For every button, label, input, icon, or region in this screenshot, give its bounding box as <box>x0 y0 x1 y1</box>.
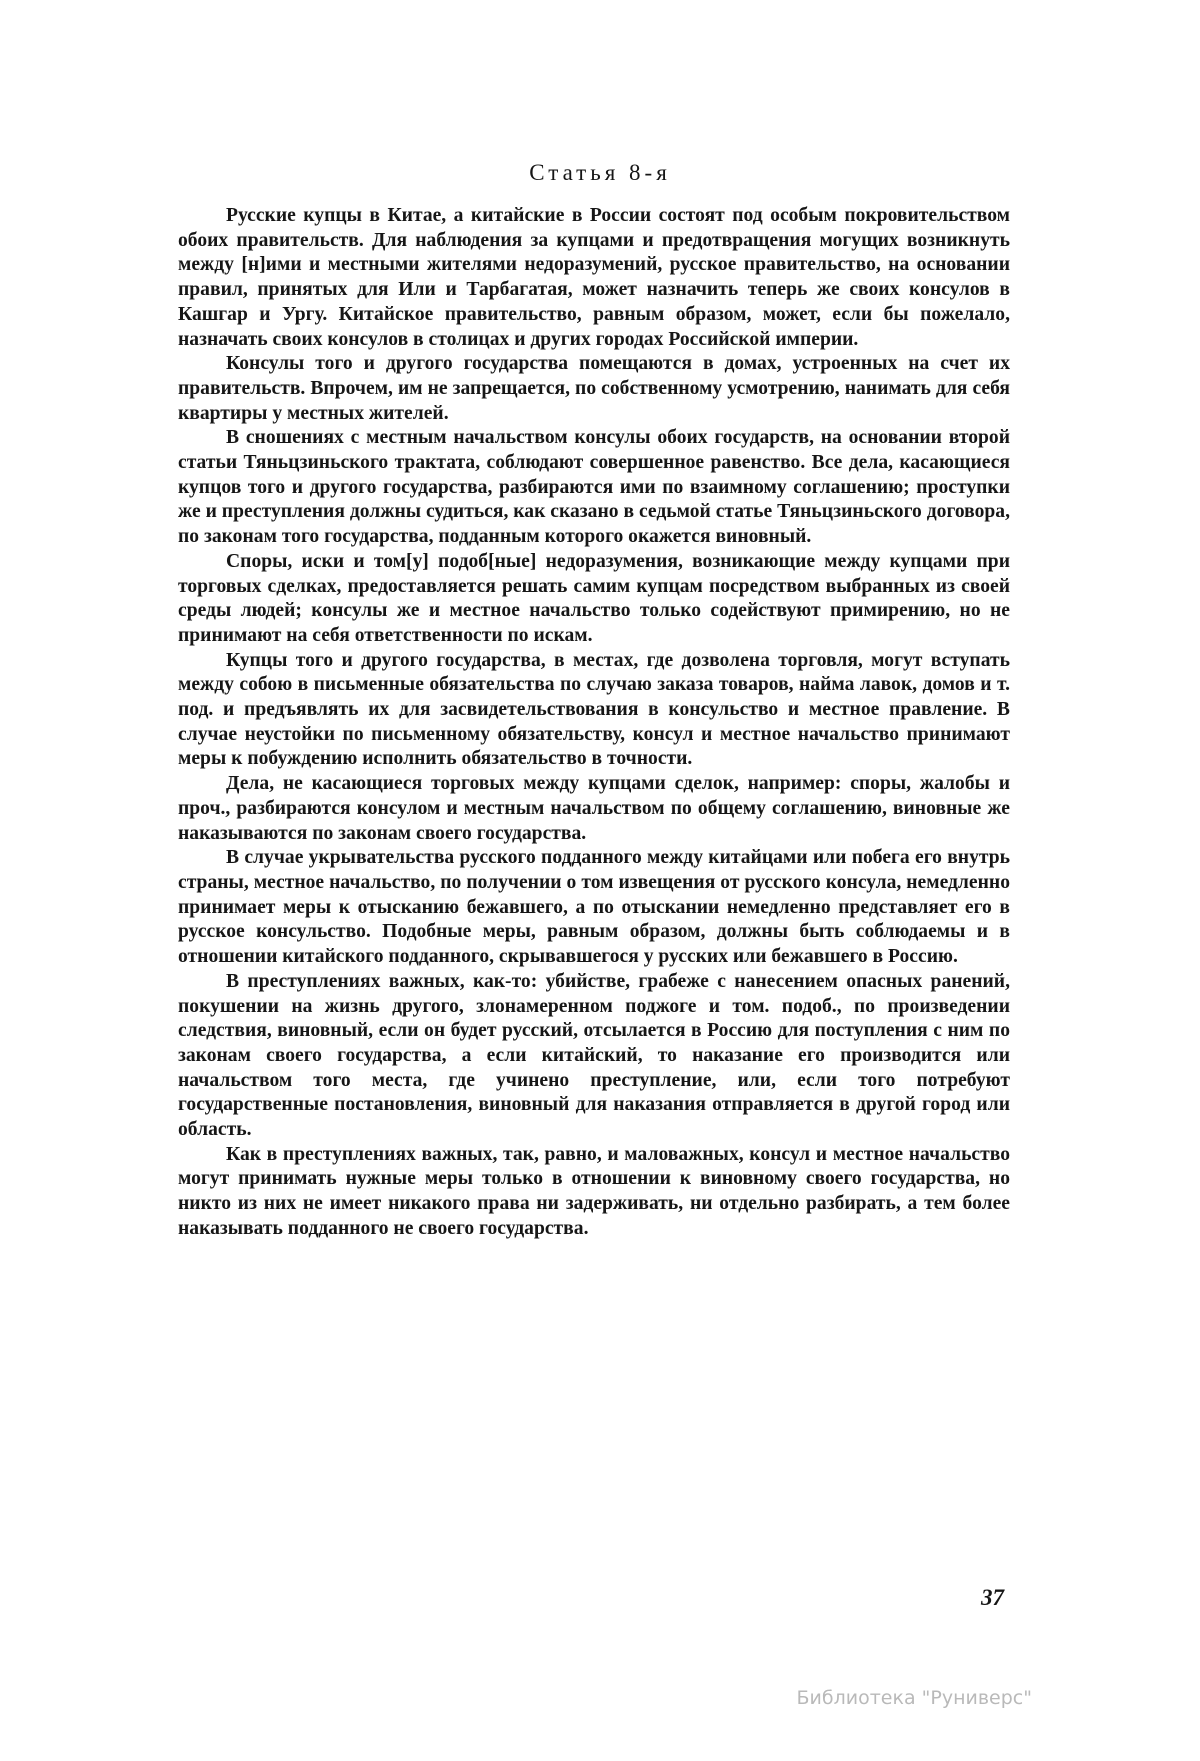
paragraph-9: Как в преступлениях важных, так, равно, и маловажных, консул и местное начальство могут принимать нужные меры только в отношении к виновному своего государства, но никто из них не имеет никакого права ни задерживать, ни отдельно разбирать, а тем более наказывать подданного не своего государства. <box>178 1143 1010 1239</box>
paragraph-6: Дела, не касающиеся торговых между купцами сделок, например: споры, жалобы и проч., разбираются консулом и местным начальством по общему соглашению, виновные же наказываются по законам своего государства. <box>178 773 1010 844</box>
paragraph-7: В случае укрывательства русского подданного между китайцами или побега его внутрь страны, местное начальство, по получении о том извещения от русского консула, немедленно принимает меры к отысканию бежавшего, а по отыскании немедленно представляет его в русское консульство. Подобные меры, равным образом, должны быть соблюдаемы и в отношении китайского подданного, скрывавшегося у русских или бежавшего в Россию. <box>178 847 1010 968</box>
paragraph-8: В преступлениях важных, как-то: убийстве, грабеже с нанесением опасных ранений, покушении на жизнь другого, злонамеренном поджоге и том. подоб., по произведении следствия, виновный, если он будет русский, отсылается в Россию для поступления с ним по законам своего государства, а если китайский, то наказание его производится или начальством того места, где учинено преступление, или, если того потребуют государственные постановления, виновный для наказания отправляется в другой город или область. <box>178 970 1010 1141</box>
paragraph-2: Консулы того и другого государства помещаются в домах, устроенных на счет их правительств. Впрочем, им не запрещается, по собственному усмотрению, нанимать для себя квартиры у местных жителей. <box>178 353 1010 424</box>
library-watermark: Библиотека "Руниверс" <box>796 1687 1032 1709</box>
paragraph-4: Споры, иски и том[у] подоб[ные] недоразумения, возникающие между купцами при торговых сделках, предоставляется решать самим купцам посредством выбранных из своей среды людей; консулы же и местное начальство только содействуют примирению, но не принимают на себя ответственности по искам. <box>178 550 1010 646</box>
page-number: 37 <box>981 1585 1004 1610</box>
paragraph-1: Русские купцы в Китае, а китайские в России состоят под особым покровительством обоих правительств. Для наблюдения за купцами и предотвращения могущих возникнуть между [н]ими и местными жителями недоразумений, русское правительство, на основании правил, принятых для Или и Тарбагатая, может назначить теперь же своих консулов в Кашгар и Ургу. Китайское правительство, равным образом, может, если бы пожелало, назначать своих консулов в столицах и других городах Российской империи. <box>178 205 1010 350</box>
article-body <box>178 204 1010 1242</box>
paragraph-3: В сношениях с местным начальством консулы обоих государств, на основании второй статьи Тяньцзиньского трактата, соблюдают совершенное равенство. Все дела, касающиеся купцов того и другого государства, разбираются ими по взаимному соглашению; проступки же и преступления должны судиться, как сказано в седьмой статье Тяньцзиньского договора, по законам того государства, подданным которого окажется виновный. <box>178 427 1010 548</box>
paragraph-5: Купцы того и другого государства, в местах, где дозволена торговля, могут вступать между собою в письменные обязательства по случаю заказа товаров, найма лавок, домов и т. под. и предъявлять их для засвидетельствования в консульство и местное правление. В случае неустойки по письменному обязательству, консул и местное начальство принимают меры к побуждению исполнить обязательство в точности. <box>178 649 1010 770</box>
article-title: Статья 8-я <box>529 160 671 185</box>
